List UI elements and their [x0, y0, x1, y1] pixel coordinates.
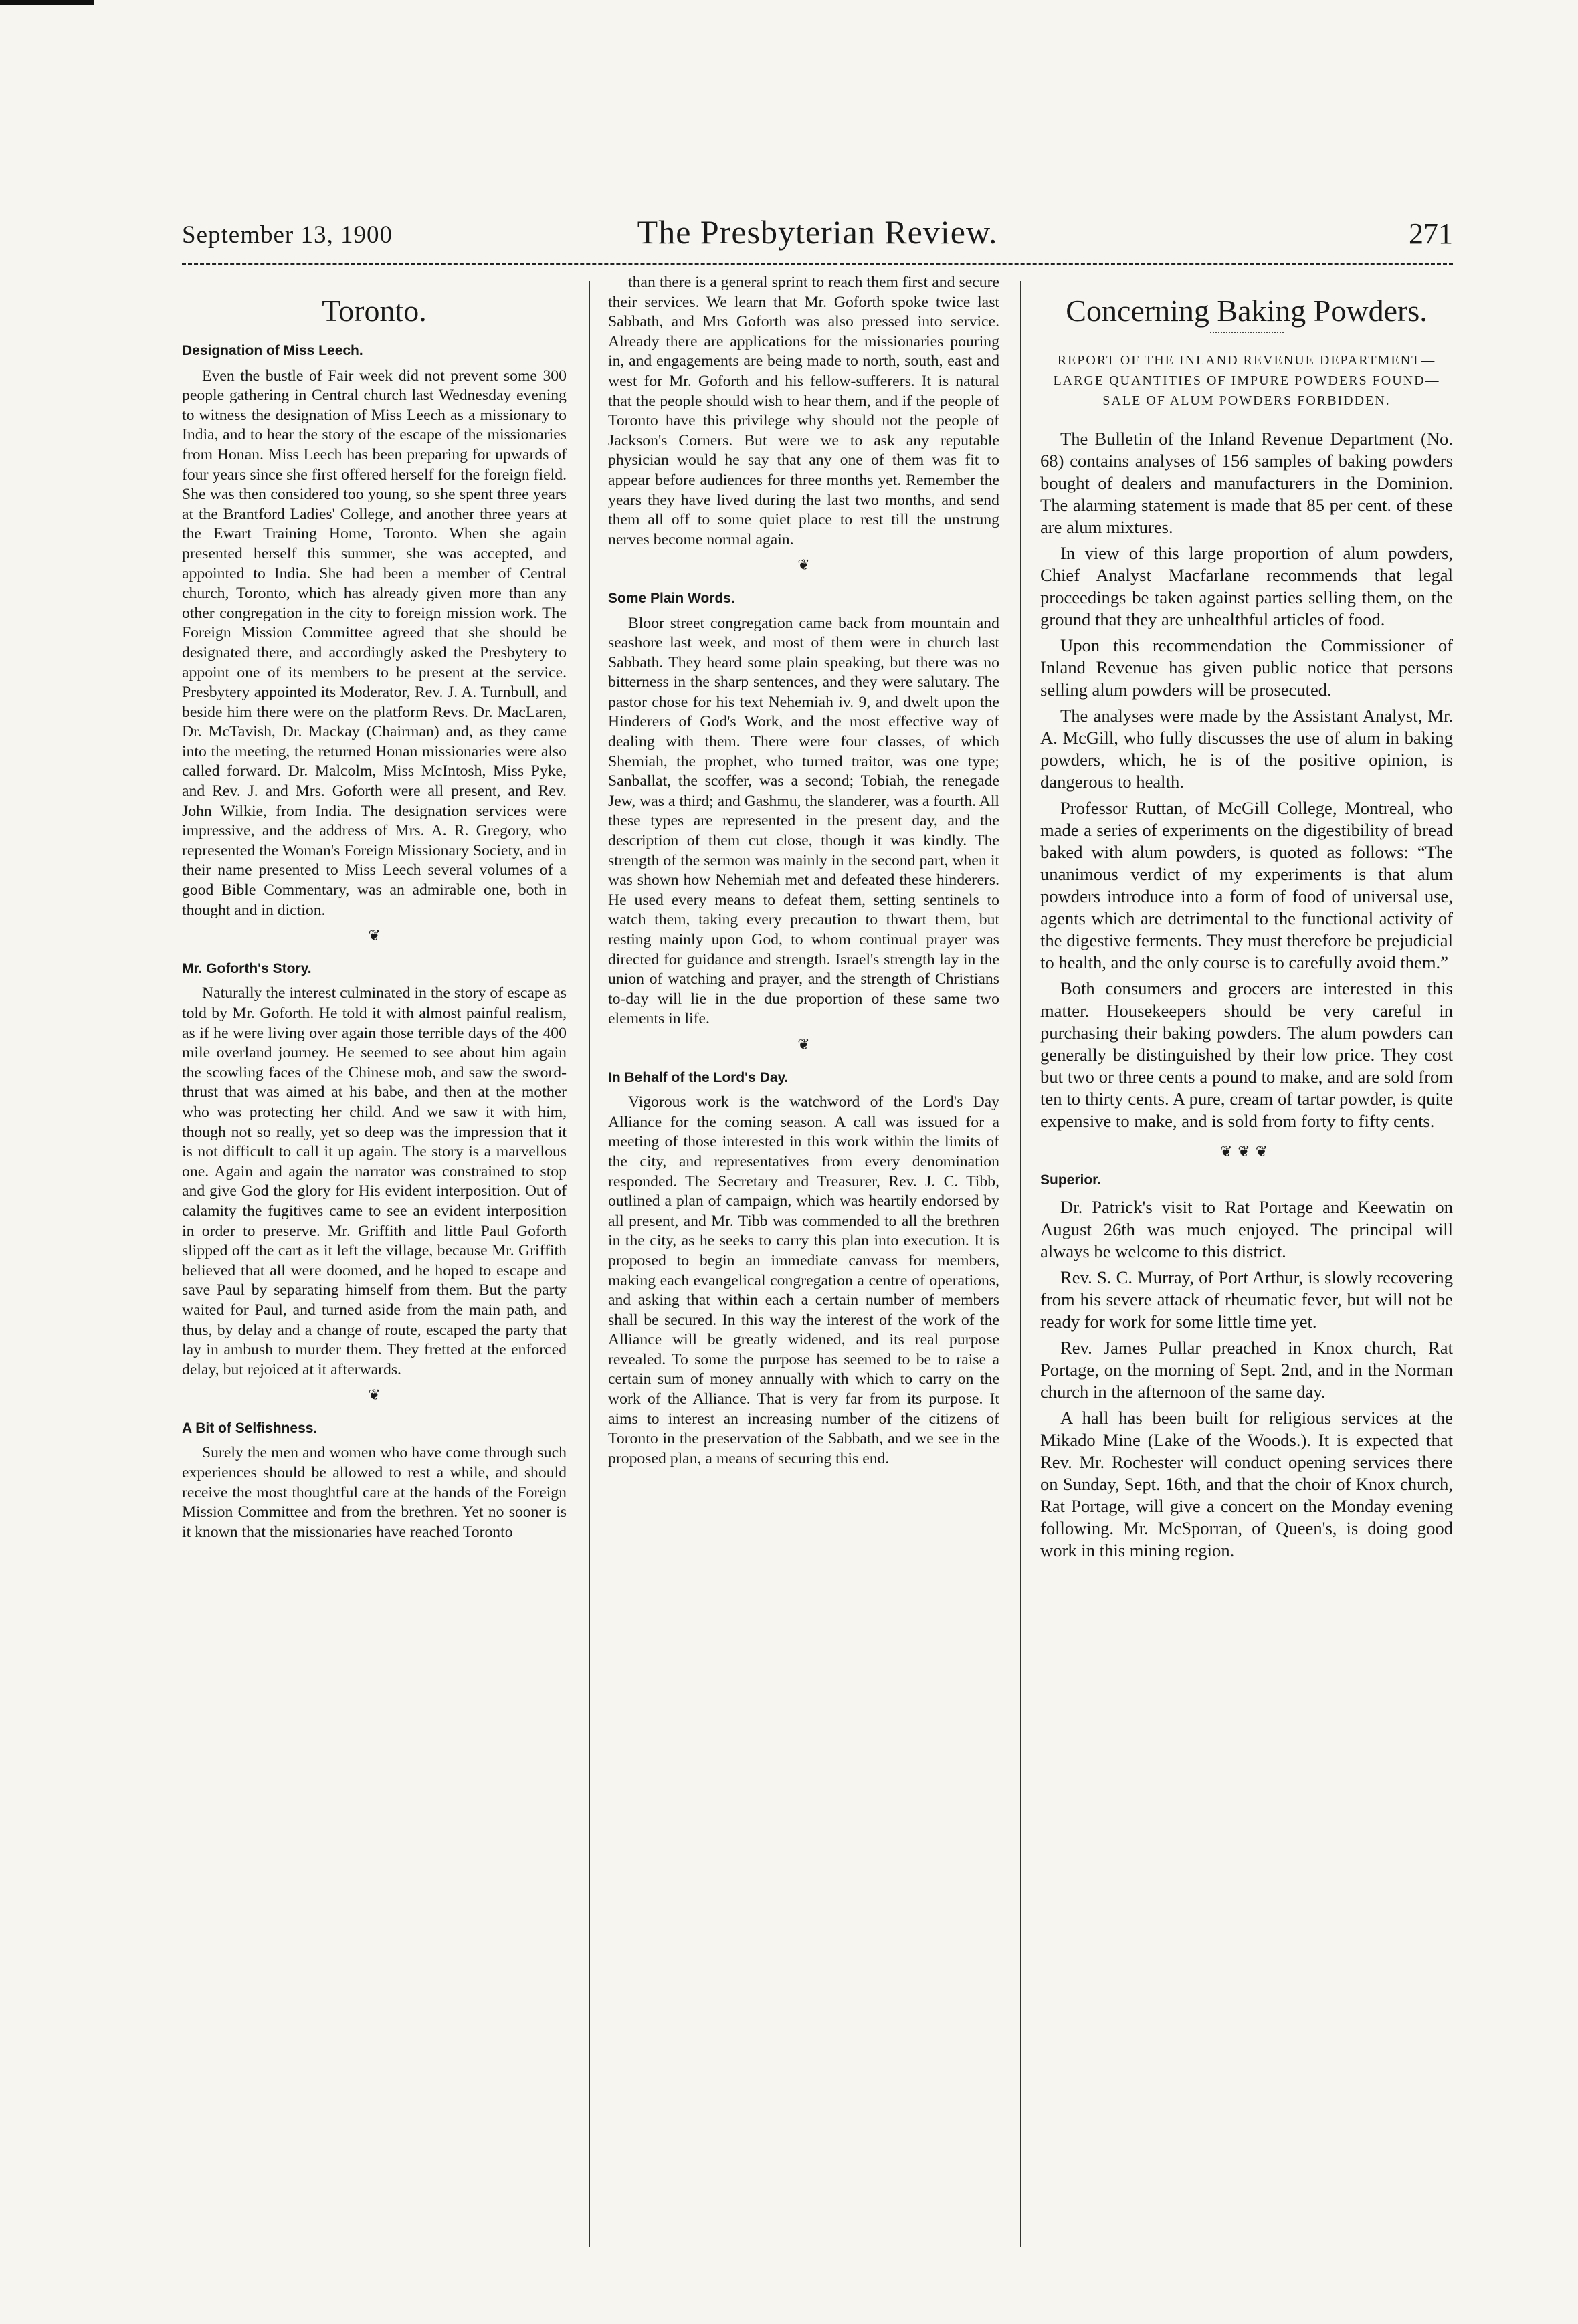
page-number: 271	[1409, 217, 1453, 250]
article-paragraph: Rev. James Pullar preached in Knox church, Rat Portage, on the morning of Sept. 2nd, and in the Norman church in the afternoon of the same day.	[1040, 1338, 1453, 1402]
column-middle	[608, 273, 999, 2266]
article-paragraph: Surely the men and women who have come through such experiences should be allowed to rest a while, and should receive the most thoughtful care at the hands of the Foreign Mission Committee and from the brethren. Yet no sooner is it known that the missionaries have reached Toronto	[182, 1444, 567, 1541]
fleuron-ornament-icon: ❦	[797, 1035, 810, 1053]
column-divider	[1020, 281, 1021, 2247]
header-rule	[182, 263, 1453, 265]
column-divider	[589, 281, 590, 2247]
article-heading: Designation of Miss Leech.	[182, 343, 363, 358]
heading-superior: Superior.	[1040, 1172, 1102, 1188]
toronto-articles	[182, 341, 567, 1542]
article-paragraph: Vigorous work is the watchword of the Lord's Day Alliance for the coming season. A call was issued for a meeting of those interested in this work within the limits of the city, and representatives from every denomination responded. The Secretary and Treasurer, Rev. J. C. Tibb, outlined a plan of campaign, which was heartily endorsed by all present, and Mr. Tibb was commended to all the brethren in the city, as he seeks to carry this plan into execution. It is proposed to begin an immediate canvass for members, making each evangelical congregation a centre of operations, and asking that within each a certain number of members shall be secured. In this way the interest of the work of the Alliance will be greatly widened, and its real purpose revealed. To some the purpose has seemed to be to raise a certain sum of money annually with which to carry on the work of the Alliance. That is very far from its purpose. It aims to interest an increasing number of the citizens of Toronto in the preservation of the Sabbath, and we see in the proposed plan, a means of securing this end.	[608, 1093, 999, 1467]
article-paragraph: Rev. S. C. Murray, of Port Arthur, is slowly recovering from his severe attack of rheumatic fever, but will not be ready for work for some little time yet.	[1040, 1267, 1453, 1332]
fleuron-ornament-icon: ❦	[368, 1386, 381, 1404]
article-paragraph: Upon this recommendation the Commissioner of Inland Revenue has given public notice that persons selling alum powders will be prosecuted.	[1040, 635, 1453, 700]
article-heading: In Behalf of the Lord's Day.	[608, 1069, 789, 1085]
article-paragraph: Even the bustle of Fair week did not prevent some 300 people gathering in Central church last Wednesday evening to witness the designation of Miss Leech as a missionary to India, and to hear the story of the escape of the missionaries from Honan. Miss Leech has been preparing for upwards of four years since she first offered herself for the foreign field. She was then considered too young, so she spent three years at the Brantford Ladies' College, and another three years at the Ewart Training Home, Toronto. When she again presented herself this summer, she was accepted, and appointed to India. She had been a member of Central church, Toronto, which has already given more than any other congregation in the city to foreign mission work. The Foreign Mission Committee agreed that she should be designated there, and accordingly asked the Presbytery to appoint one of its members to be present at the service. Presbytery appointed its Moderator, Rev. J. A. Turnbull, and beside him there were on the platform Revs. Dr. MacLaren, Dr. McTavish, Dr. Mackay (Chairman) and, as they came into the meeting, the returned Honan missionaries were also called forward. Dr. Malcolm, Miss McIntosh, Miss Pyke, and Rev. J. and Mrs. Goforth were all present, and Rev. John Wilkie, from India. The designation services were impressive, and the address of Mrs. A. R. Gregory, who represented the Woman's Foreign Missionary Society, and in their name presented to Miss Leech several volumes of a good Bible Commentary, was an admirable one, both in thought and in diction.	[182, 366, 567, 919]
article-paragraph: Professor Ruttan, of McGill College, Montreal, who made a series of experiments on the digestibility of bread baked with alum powders, is quoted as follows: “The unanimous verdict of my experiments is that alum powders introduce into a form of food of universal use, agents which are detrimental to the functional activity of the digestive ferments. They must therefore be prejudicial to health, and the only course is to carefully avoid them.”	[1040, 798, 1453, 972]
article-paragraph: The analyses were made by the Assistant Analyst, Mr. A. McGill, who fully discusses the use of alum in baking powders, which, he is of the positive opinion, is dangerous to health.	[1040, 706, 1453, 792]
article-paragraph: In view of this large proportion of alum powders, Chief Analyst Macfarlane recommends that legal proceedings be taken against parties selling them, on the ground that they are unhealthful articles of food.	[1040, 543, 1453, 629]
section-title-baking-powders: Concerning Baking Powders.	[1066, 294, 1427, 328]
article-paragraph: The Bulletin of the Inland Revenue Department (No. 68) contains analyses of 156 samples of baking powders bought of dealers and manufacturers in the Dominion. The alarming statement is made that 85 per cent. of these are alum mixtures.	[1040, 429, 1453, 537]
article-paragraph: A hall has been built for religious services at the Mikado Mine (Lake of the Woods.). It is expected that Rev. Mr. Rochester will conduct opening services there on Sunday, Sept. 16th, and that the choir of Knox church, Rat Portage, will give a concert on the Monday evening following. Mr. McSporran, of Queen's, is doing good work in this mining region.	[1040, 1408, 1453, 1560]
article-subtitle: REPORT OF THE INLAND REVENUE DEPARTMENT—LARGE QUANTITIES OF IMPURE POWDERS FOUND—SALE OF ALUM POWDERS FORBIDDEN.	[1053, 353, 1440, 408]
article-paragraph: Bloor street congregation came back from mountain and seashore last week, and most of them were in church last Sabbath. They heard some plain speaking, but there was no bitterness in the sharp sentences, and they were salutary. The pastor chose for his text Nehemiah iv. 9, and dwelt upon the Hinderers of God's Work, and the most effective way of dealing with them. There were four classes, of which Shemiah, the prophet, who turned traitor, was one type; Sanballat, the scoffer, was a second; Tobiah, the renegade Jew, was a third; and Gashmu, the slanderer, was a fourth. All these types are represented in the present day, and the description of them cut close, though it was kindly. The strength of the sermon was mainly in the second part, when it was shown how Nehemiah met and defeated these hinderers. He used every means to defeat them, setting sentinels to watch them, taking every precaution to thwart them, but resting mainly upon God, to whom continual prayer was directed for guidance and strength. Israel's strength lay in the union of watching and prayer, and the strength of Christians to-day will lie in the due proportion of these same two elements in life.	[608, 614, 999, 1028]
publication-title: The Presbyterian Review.	[637, 213, 998, 251]
top-edge-mark	[0, 0, 94, 5]
article-heading: Mr. Goforth's Story.	[182, 960, 312, 976]
superior-article	[1040, 1196, 1453, 1562]
issue-date: September 13, 1900	[182, 221, 393, 249]
baking-powders-article	[1040, 428, 1453, 1132]
column-left	[182, 273, 567, 2266]
fleuron-ornament-icon: ❦	[797, 556, 810, 574]
page-header	[182, 213, 1453, 253]
article-paragraph: Naturally the interest culminated in the story of escape as told by Mr. Goforth. He told it with almost painful realism, as if he were living over again those terrible days of the 400 mile overland journey. He seemed to see about him again the scowling faces of the Chinese mob, and saw the sword-thrust that was aimed at his babe, and then at the mother who was protecting her child. And we saw it with him, though not so really, yet so deep was the impression that it is not difficult to call it up again. The story is a marvellous one. Again and again the narrator was constrained to stop and give God the glory for His evident interposition. Out of calamity the fugitives came to see an evident interposition in order to preserve. Mr. Griffith and little Paul Goforth slipped off the cart as it left the village, because Mr. Griffith believed that all were doomed, and he hoped to escape and save Paul by separating himself from them. But the party waited for Paul, and turned aside from the main path, and thus, by delay and a change of route, escaped the party that lay in ambush to murder them. They fretted at the enforced delay, but rejoiced at it afterwards.	[182, 984, 567, 1378]
column-right	[1040, 273, 1453, 2266]
section-title-toronto: Toronto.	[322, 294, 427, 328]
toronto-articles-continued	[608, 273, 999, 1469]
article-paragraph: than there is a general sprint to reach them first and secure their services. We learn that Mr. Goforth spoke twice last Sabbath, and Mrs Goforth was also pressed into service. Already there are applications for the missionaries pouring in, and engagements are being made to north, south, east and west for Mr. Goforth and his fellow-sufferers. It is natural that the people should wish to hear them, and if the people of Toronto have this privilege why should not the people of Jackson's Corners. But were we to ask any reputable physician would he say that any one of them was fit to appear before audiences for three months yet. Remember the years they have lived during the last two months, and send them all off to some quiet place to rest till the unstrung nerves become normal again.	[608, 274, 999, 548]
fleuron-ornament-icon: ❦❦❦	[1219, 1143, 1274, 1160]
article-heading: A Bit of Selfishness.	[182, 1420, 318, 1436]
article-paragraph: Both consumers and grocers are interested in this matter. Housekeepers should be very careful in purchasing their baking powders. The alum powders can generally be distinguished by their low price. They cost but two or three cents a pound to make, and are sold from ten to thirty cents. A pure, cream of tartar powder, is quite expensive to make, and is sold from forty to fifty cents.	[1040, 978, 1453, 1131]
title-underline	[1210, 332, 1284, 345]
fleuron-ornament-icon: ❦	[368, 927, 381, 944]
article-heading: Some Plain Words.	[608, 590, 735, 606]
article-paragraph: Dr. Patrick's visit to Rat Portage and Keewatin on August 26th was much enjoyed. The principal will always be welcome to this district.	[1040, 1197, 1453, 1261]
